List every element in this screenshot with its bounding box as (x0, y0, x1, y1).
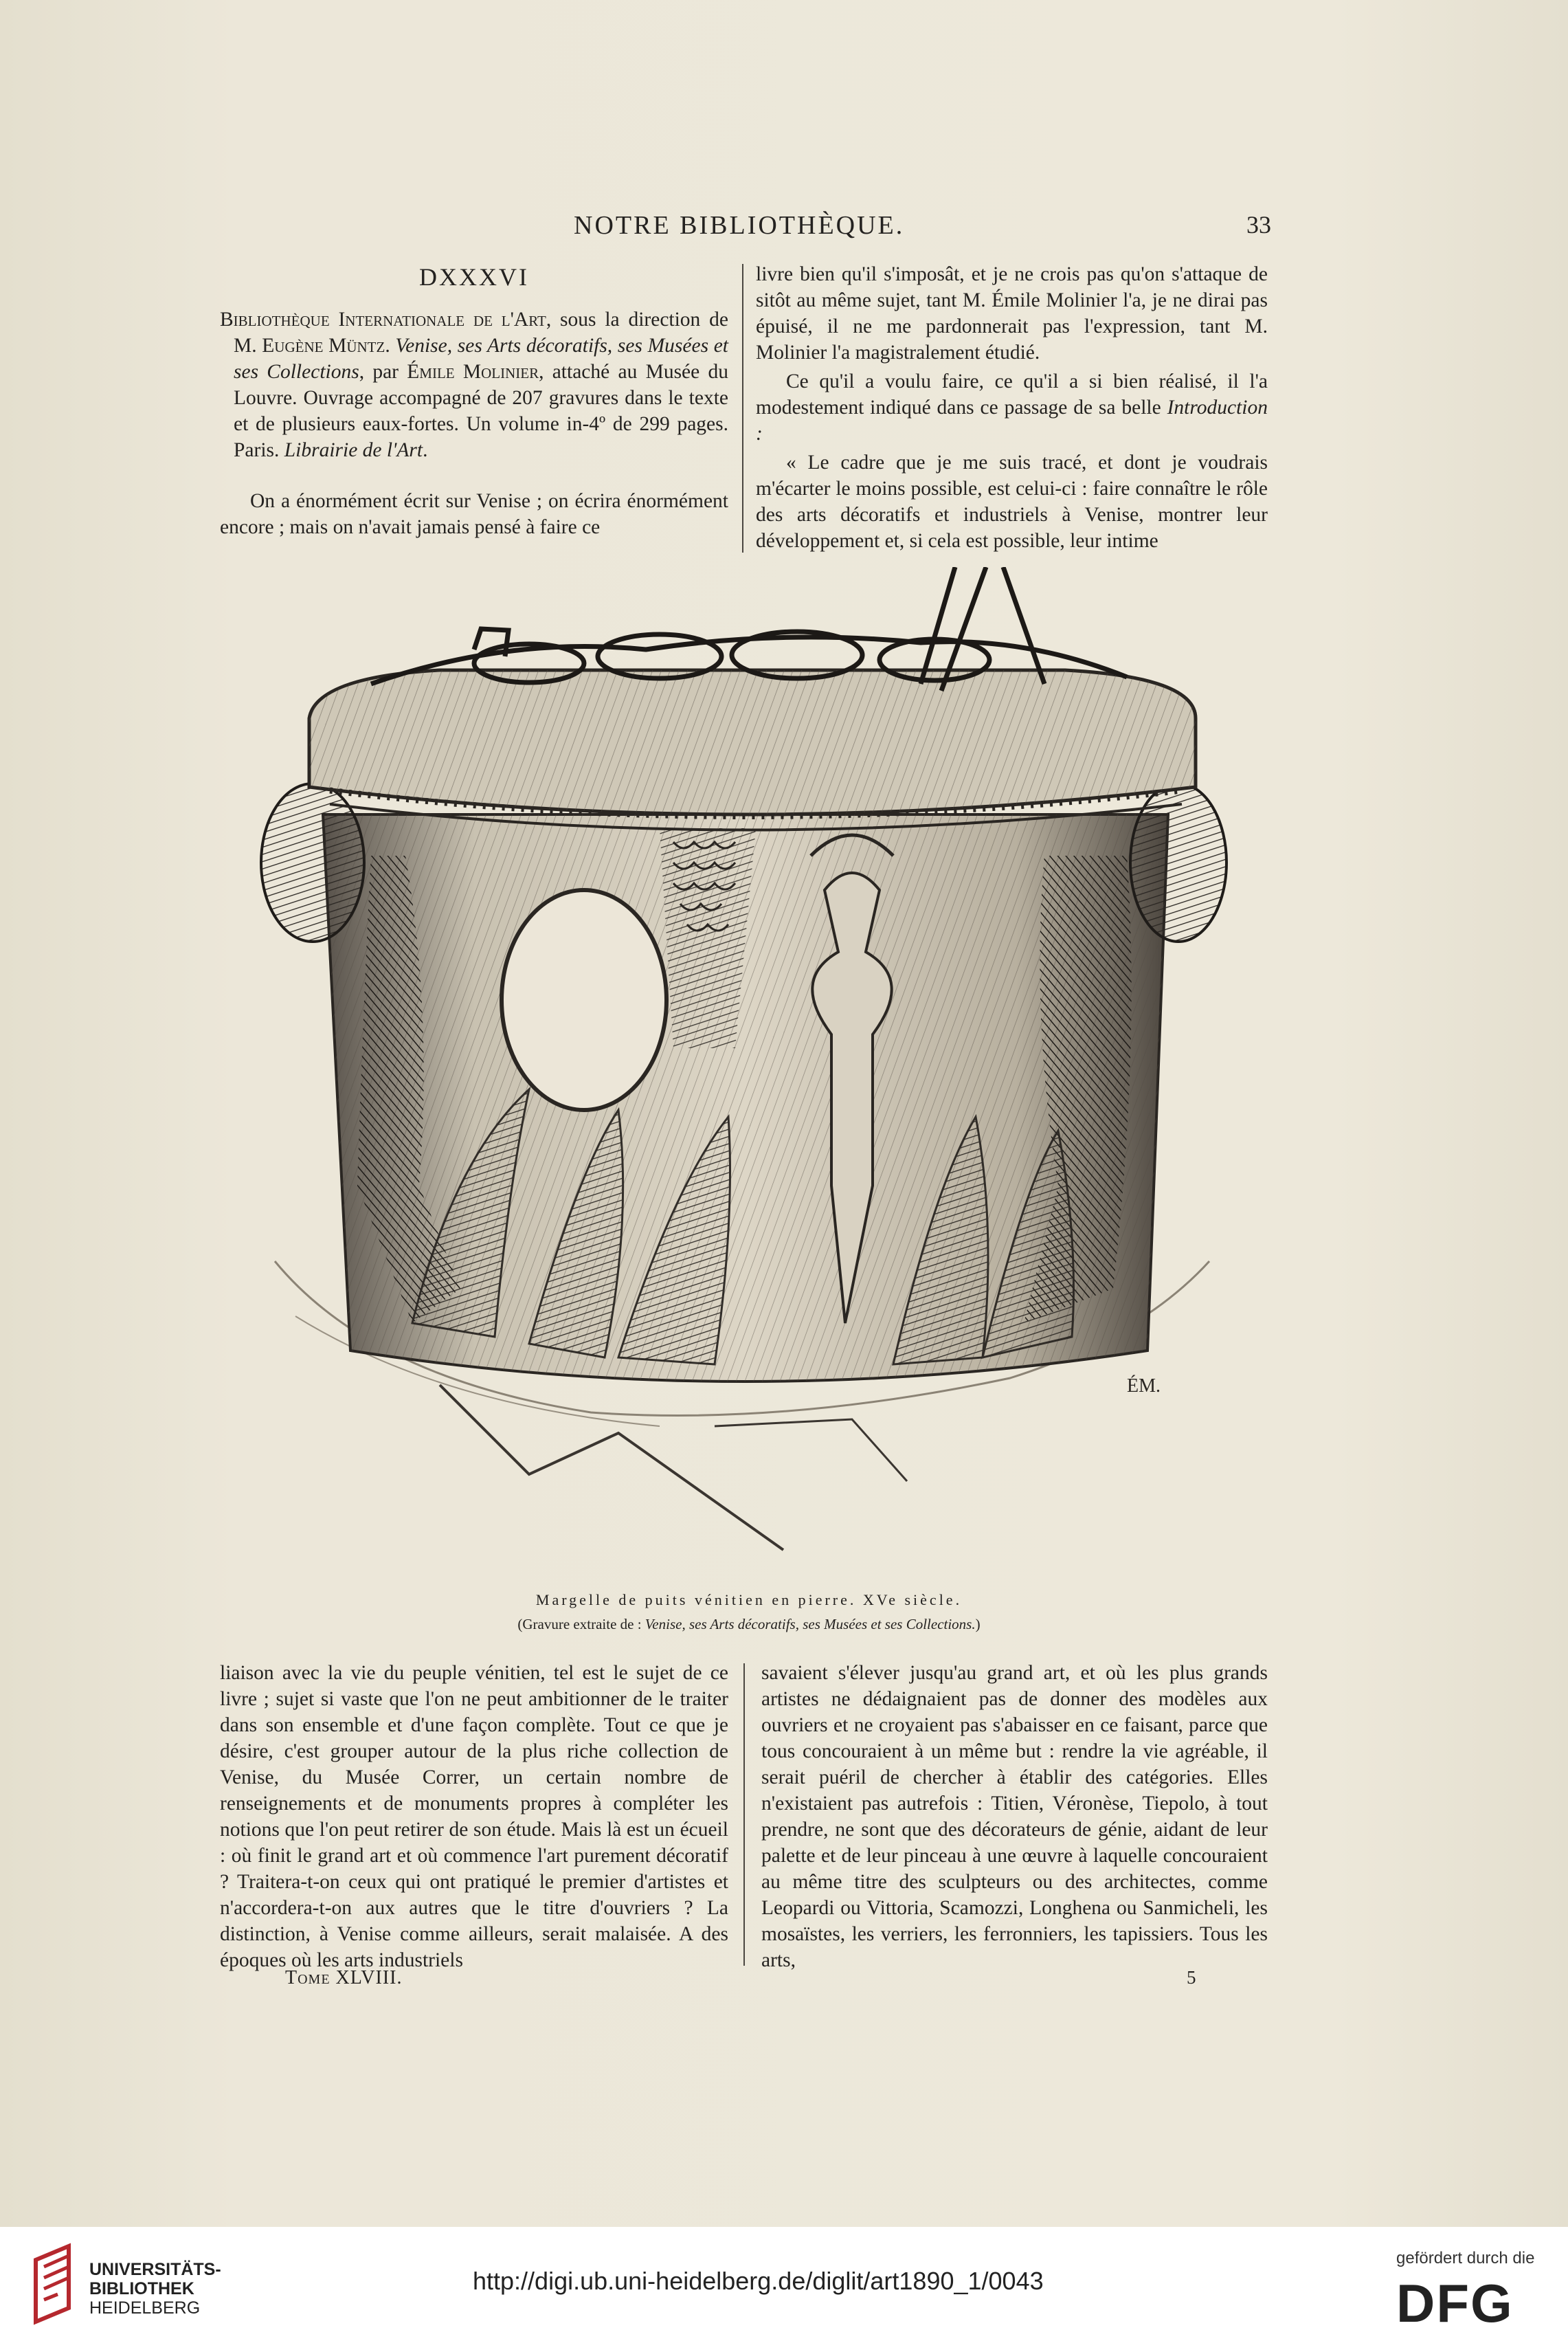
column-rule (743, 1663, 745, 1966)
column-rule (742, 264, 743, 553)
entry-number: DXXXVI (419, 263, 529, 291)
dfg-logo-text: DFG (1396, 2279, 1514, 2327)
paragraph: livre bien qu'il s'imposât, et je ne crois pas qu'on s'attaque de sitôt au même sujet, tant M. Émile Molinier l'a, je ne dirai pas épuisé, il ne me pardonnerait pas l'expression, tant M. Molinier l'a magistralement étudié. (756, 263, 1268, 364)
well-head-engraving (234, 567, 1244, 1577)
library-footer (0, 2227, 1568, 2341)
funder-label: gefördert durch die (1396, 2249, 1535, 2267)
bib-text: , sous la direction de M. (234, 309, 728, 357)
bib-text: . (423, 439, 428, 461)
library-name-line-3: HEIDELBERG (89, 2298, 201, 2318)
bib-text: , par (359, 361, 407, 383)
paragraph: On a énormément écrit sur Venise ; on écrira énormément encore ; mais on n'avait jamais pensé à faire ce (220, 490, 728, 538)
volume-signature: Tome XLVIII. (285, 1967, 403, 1988)
caption-source (220, 1616, 1278, 1633)
running-head (220, 210, 1271, 245)
text-column-3 (220, 1660, 728, 1973)
paragraph-text: Ce qu'il a voulu faire, ce qu'il a si bien réalisé, il l'a modestement indiqué dans ce passage de sa belle (756, 370, 1268, 419)
editor-name: Eugène Müntz (262, 335, 385, 357)
running-title: NOTRE BIBLIOTHÈQUE. (574, 211, 905, 240)
library-name-line-2: BIBLIOTHEK (89, 2279, 194, 2298)
university-library-logo[interactable] (30, 2239, 80, 2329)
italic-term: Introduction : (756, 397, 1268, 445)
text-column-4 (761, 1660, 1268, 1973)
text-column-1 (220, 261, 728, 540)
bibliographic-entry (220, 307, 728, 463)
series-title: Bibliothèque Internationale de l'Art (220, 309, 546, 331)
author-name: Émile Molinier (407, 361, 539, 383)
paragraph: savaient s'élever jusqu'au grand art, et où les plus grands artistes ne dédaignaient pas de donner des modèles aux ouvriers et ne croyaient pas s'abaisser en ce faisant, parce que tous concouraient à un même but : rendre la vie agréable, il serait puéril de chercher à établir des catégories. Elles n'existaient pas autrefois : Titien, Véronèse, Tiepolo, à tout prendre, ne sont que des décorateurs de génie, aidant de leur palette et de leur pinceau à une œuvre à laquelle concouraient au même titre des sculpteurs ou des architectes, comme Leopardi ou Vittoria, Scamozzi, Longhena ou Sanmicheli, les mosaïstes, les verriers, les ferronniers, les tapissiers. Tous les arts, (761, 1662, 1268, 1971)
library-name-line-1: UNIVERSITÄTS- (89, 2260, 221, 2279)
engraver-monogram: ÉM. (1127, 1375, 1161, 1397)
paragraph: liaison avec la vie du peuple vénitien, tel est le sujet de ce livre ; sujet si vaste que l'on ne peut ambitionner de le traiter dans son ensemble et d'une façon complète. Tout ce que je désire, c'est grouper autour de la plus riche collection de Venise, du Musée Correr, un certain nombre de renseignements et de monuments propres à compléter les notions que l'on peut retirer de son étude. Mais là est un écueil : où finit le grand art et où commence l'art purement décoratif ? Traitera-t-on ceux qui ont pratiqué le premier d'artistes et n'accordera-t-on aux autres que le titre d'ouvriers ? La distinction, à Venise comme ailleurs, serait malaisée. A des époques où les arts industriels (220, 1662, 728, 1971)
caption-source-suffix: ) (975, 1616, 981, 1632)
quote-paragraph: « Le cadre que je me suis tracé, et dont je voudrais m'écarter le moins possible, est celui-ci : faire connaître le rôle des arts décoratifs et industriels à Venise, montrer leur développement et, si cela est possible, leur intime (756, 452, 1268, 552)
caption-main: Margelle de puits vénitien en pierre. XVe siècle. (535, 1591, 963, 1608)
gathering-signature: 5 (1187, 1967, 1196, 1988)
caption-source-prefix: (Gravure extraite de : (517, 1616, 645, 1632)
text-column-2 (756, 261, 1268, 554)
paragraph (756, 368, 1268, 447)
page-number: 33 (1246, 211, 1271, 238)
university-library-name (89, 2260, 221, 2318)
bib-text: . (385, 335, 396, 357)
dfg-logo[interactable] (1396, 2279, 1547, 2327)
figure-caption (220, 1591, 1278, 1633)
publisher: Librairie de l'Art (284, 439, 423, 461)
book-title: Venise, ses Arts décoratifs, ses Musées et ses Collections (234, 335, 729, 383)
bib-text: , attaché au Musée du Louvre. Ouvrage accompagné de 207 gravures dans le texte et de plusieurs eaux-fortes. Un volume in-4º de 299 pages. Paris. (234, 361, 728, 461)
permalink-url[interactable]: http://digi.ub.uni-heidelberg.de/diglit/art1890_1/0043 (473, 2267, 1044, 2295)
caption-source-title: Venise, ses Arts décoratifs, ses Musées et ses Collections. (645, 1616, 976, 1632)
